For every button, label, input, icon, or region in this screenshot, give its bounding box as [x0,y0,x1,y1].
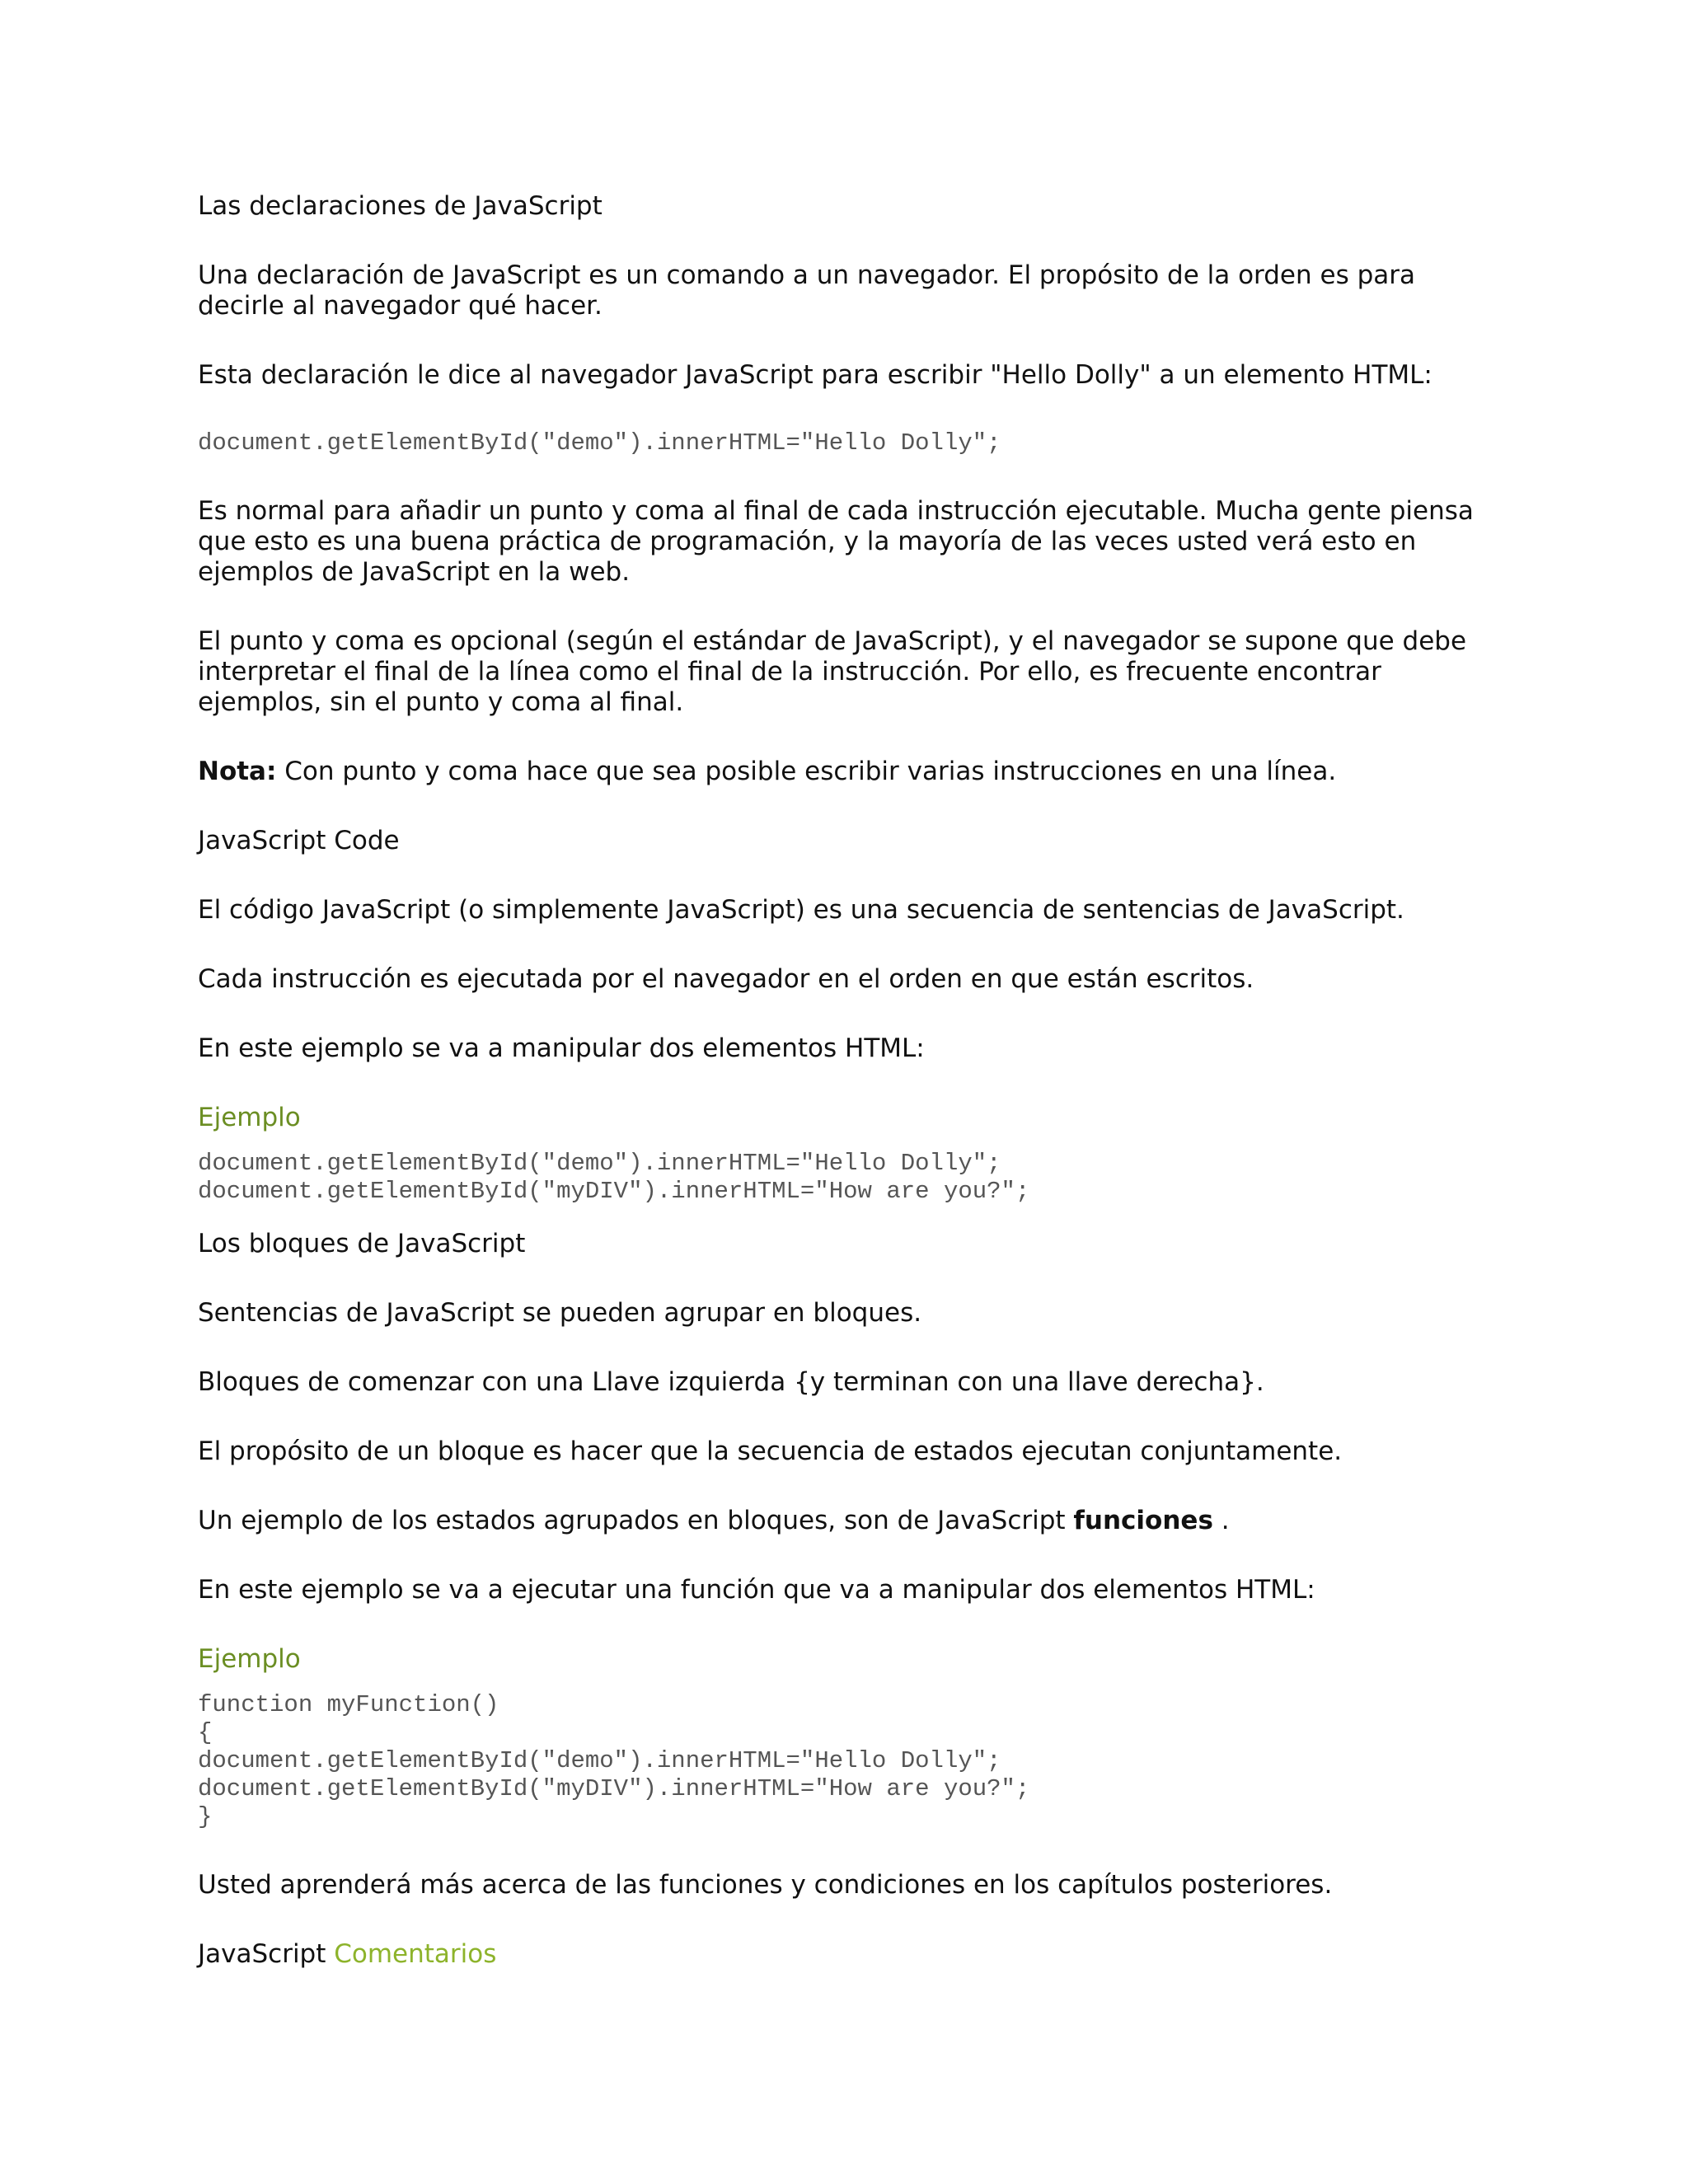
heading-javascript-code: JavaScript Code [198,826,400,855]
functions-keyword: funciones [1073,1506,1213,1535]
functions-text-after: . [1212,1506,1230,1535]
paragraph-statement-definition: Una declaración de JavaScript es un comando a un navegador. El propósito de la orden es para decirle al navegador qué hacer. [198,260,1415,321]
paragraph-learn-more: Usted aprenderá más acerca de las funciones y condiciones en los capítulos posteriores. [198,1870,1333,1900]
note-label: Nota: [198,757,277,786]
paragraph-semicolon-practice: Es normal para añadir un punto y coma al final de cada instrucción ejecutable. Mucha gente piensa que esto es una buena práctica de programación, y la mayoría de las veces usted verá esto en ejemplos de JavaScript en la web. [198,496,1474,587]
code-sample-function: function myFunction() { document.getElementById("demo").innerHTML="Hello Dolly"; document.getElementById("myDIV").innerHTML="How are you?"; } [198,1691,1030,1830]
heading-javascript-blocks: Los bloques de JavaScript [198,1229,526,1258]
paragraph-functions-example [198,1506,1500,1536]
functions-text-before: Un ejemplo de los estados agrupados en bloques, son de JavaScript [198,1506,1074,1535]
note-paragraph [198,757,1500,787]
note-text: Con punto y coma hace que sea posible escribir varias instrucciones en una línea. [276,757,1337,786]
paragraph-manipulate-two-elements: En este ejemplo se va a manipular dos elementos HTML: [198,1033,925,1063]
paragraph-block-braces: Bloques de comenzar con una Llave izquierda {y terminan con una llave derecha}. [198,1367,1264,1397]
comments-link[interactable]: Comentarios [334,1939,497,1969]
paragraph-function-manipulate: En este ejemplo se va a ejecutar una función que va a manipular dos elementos HTML: [198,1575,1315,1605]
heading-javascript-comments [198,1939,1500,1970]
example-label: Ejemplo [198,1644,301,1674]
code-sample-two-elements: document.getElementById("demo").innerHTML="Hello Dolly"; document.getElementById("myDIV").innerHTML="How are you?"; [198,1150,1030,1205]
paragraph-code-sequence: El código JavaScript (o simplemente JavaScript) es una secuencia de sentencias de JavaScript. [198,895,1404,925]
paragraph-block-purpose: El propósito de un bloque es hacer que la secuencia de estados ejecutan conjuntamente. [198,1436,1343,1466]
code-sample-hello-dolly: document.getElementById("demo").innerHTML="Hello Dolly"; [198,429,1001,457]
document-content [198,191,1500,2008]
paragraph-blocks-grouping: Sentencias de JavaScript se pueden agrupar en bloques. [198,1298,922,1328]
paragraph-semicolon-optional: El punto y coma es opcional (según el estándar de JavaScript), y el navegador se supone que debe interpretar el final de la línea como el final de la instrucción. Por ello, es frecuente encontrar ejemplos, sin el punto y coma al final. [198,626,1467,717]
paragraph-execution-order: Cada instrucción es ejecutada por el navegador en el orden en que están escritos. [198,964,1254,994]
example-label: Ejemplo [198,1103,301,1132]
comments-heading-prefix: JavaScript [198,1939,335,1969]
heading-statements: Las declaraciones de JavaScript [198,191,603,221]
paragraph-hello-dolly-intro: Esta declaración le dice al navegador JavaScript para escribir "Hello Dolly" a un elemento HTML: [198,360,1432,390]
